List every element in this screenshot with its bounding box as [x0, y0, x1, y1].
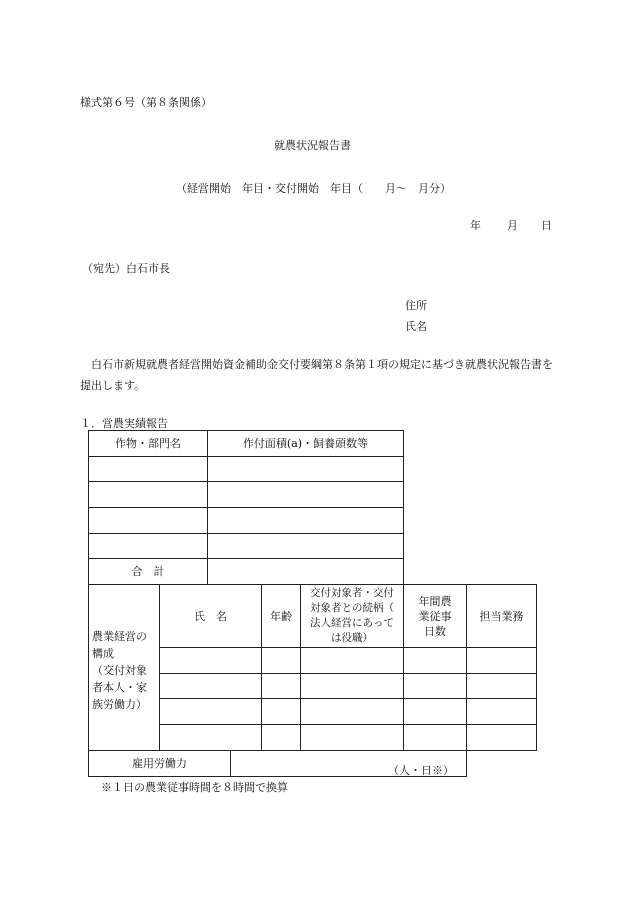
col-relation-line: 法人経営にあって — [310, 617, 394, 629]
composition-label-line: （交付対象 — [92, 664, 147, 677]
col-name-header: 氏 名 — [194, 609, 227, 623]
footnote: ※１日の農業従事時間を８時間で換算 — [101, 781, 288, 794]
area-header: 作付面積(a)・飼養頭数等 — [242, 437, 369, 450]
col-days-line: 業従事 — [418, 609, 452, 623]
date-month-label: 月 — [507, 219, 518, 232]
composition-label — [92, 628, 147, 713]
date-day-label: 日 — [541, 219, 552, 232]
composition-label-line: 族労働力） — [92, 698, 147, 711]
address-label: 住所 — [405, 299, 427, 312]
composition-label-line: 農業経営の — [92, 630, 147, 643]
col-age-header: 年齢 — [270, 609, 292, 623]
col-relation-line: 対象者との続柄（ — [310, 602, 394, 614]
form-number: 様式第６号（第８条関係） — [80, 96, 212, 109]
addressee: （宛先）白石市長 — [82, 262, 170, 275]
document-title: 就農状況報告書 — [274, 139, 351, 152]
composition-label-line: 構成 — [92, 647, 114, 660]
col-relation-line: 交付対象者・交付 — [310, 587, 394, 599]
col-days-line: 日数 — [424, 624, 446, 638]
crop-header: 作物・部門名 — [115, 437, 181, 450]
total-label: 合 計 — [131, 565, 165, 578]
report-period: （経営開始 年目・交付開始 年目（ 月～ 月分） — [176, 182, 451, 195]
composition-label-line: 者本人・家 — [92, 681, 147, 694]
body-paragraph — [80, 354, 555, 396]
employment-label: 雇用労働力 — [132, 757, 187, 770]
col-duty-header: 担当業務 — [479, 609, 524, 623]
name-label: 氏名 — [405, 320, 427, 333]
col-days-header — [404, 585, 466, 647]
col-days-line: 年間農 — [418, 594, 452, 608]
col-relation-header — [301, 585, 403, 647]
body-text: 白石市新規就農者経営開始資金補助金交付要綱第８条第１項の規定に基づき就農状況報告書を提出します。 — [80, 358, 553, 392]
col-relation-line: は役職） — [331, 632, 373, 644]
employment-unit: （人・日※） — [388, 764, 454, 777]
date-year-label: 年 — [470, 219, 481, 232]
section-heading: １．営農実績報告 — [80, 417, 168, 430]
